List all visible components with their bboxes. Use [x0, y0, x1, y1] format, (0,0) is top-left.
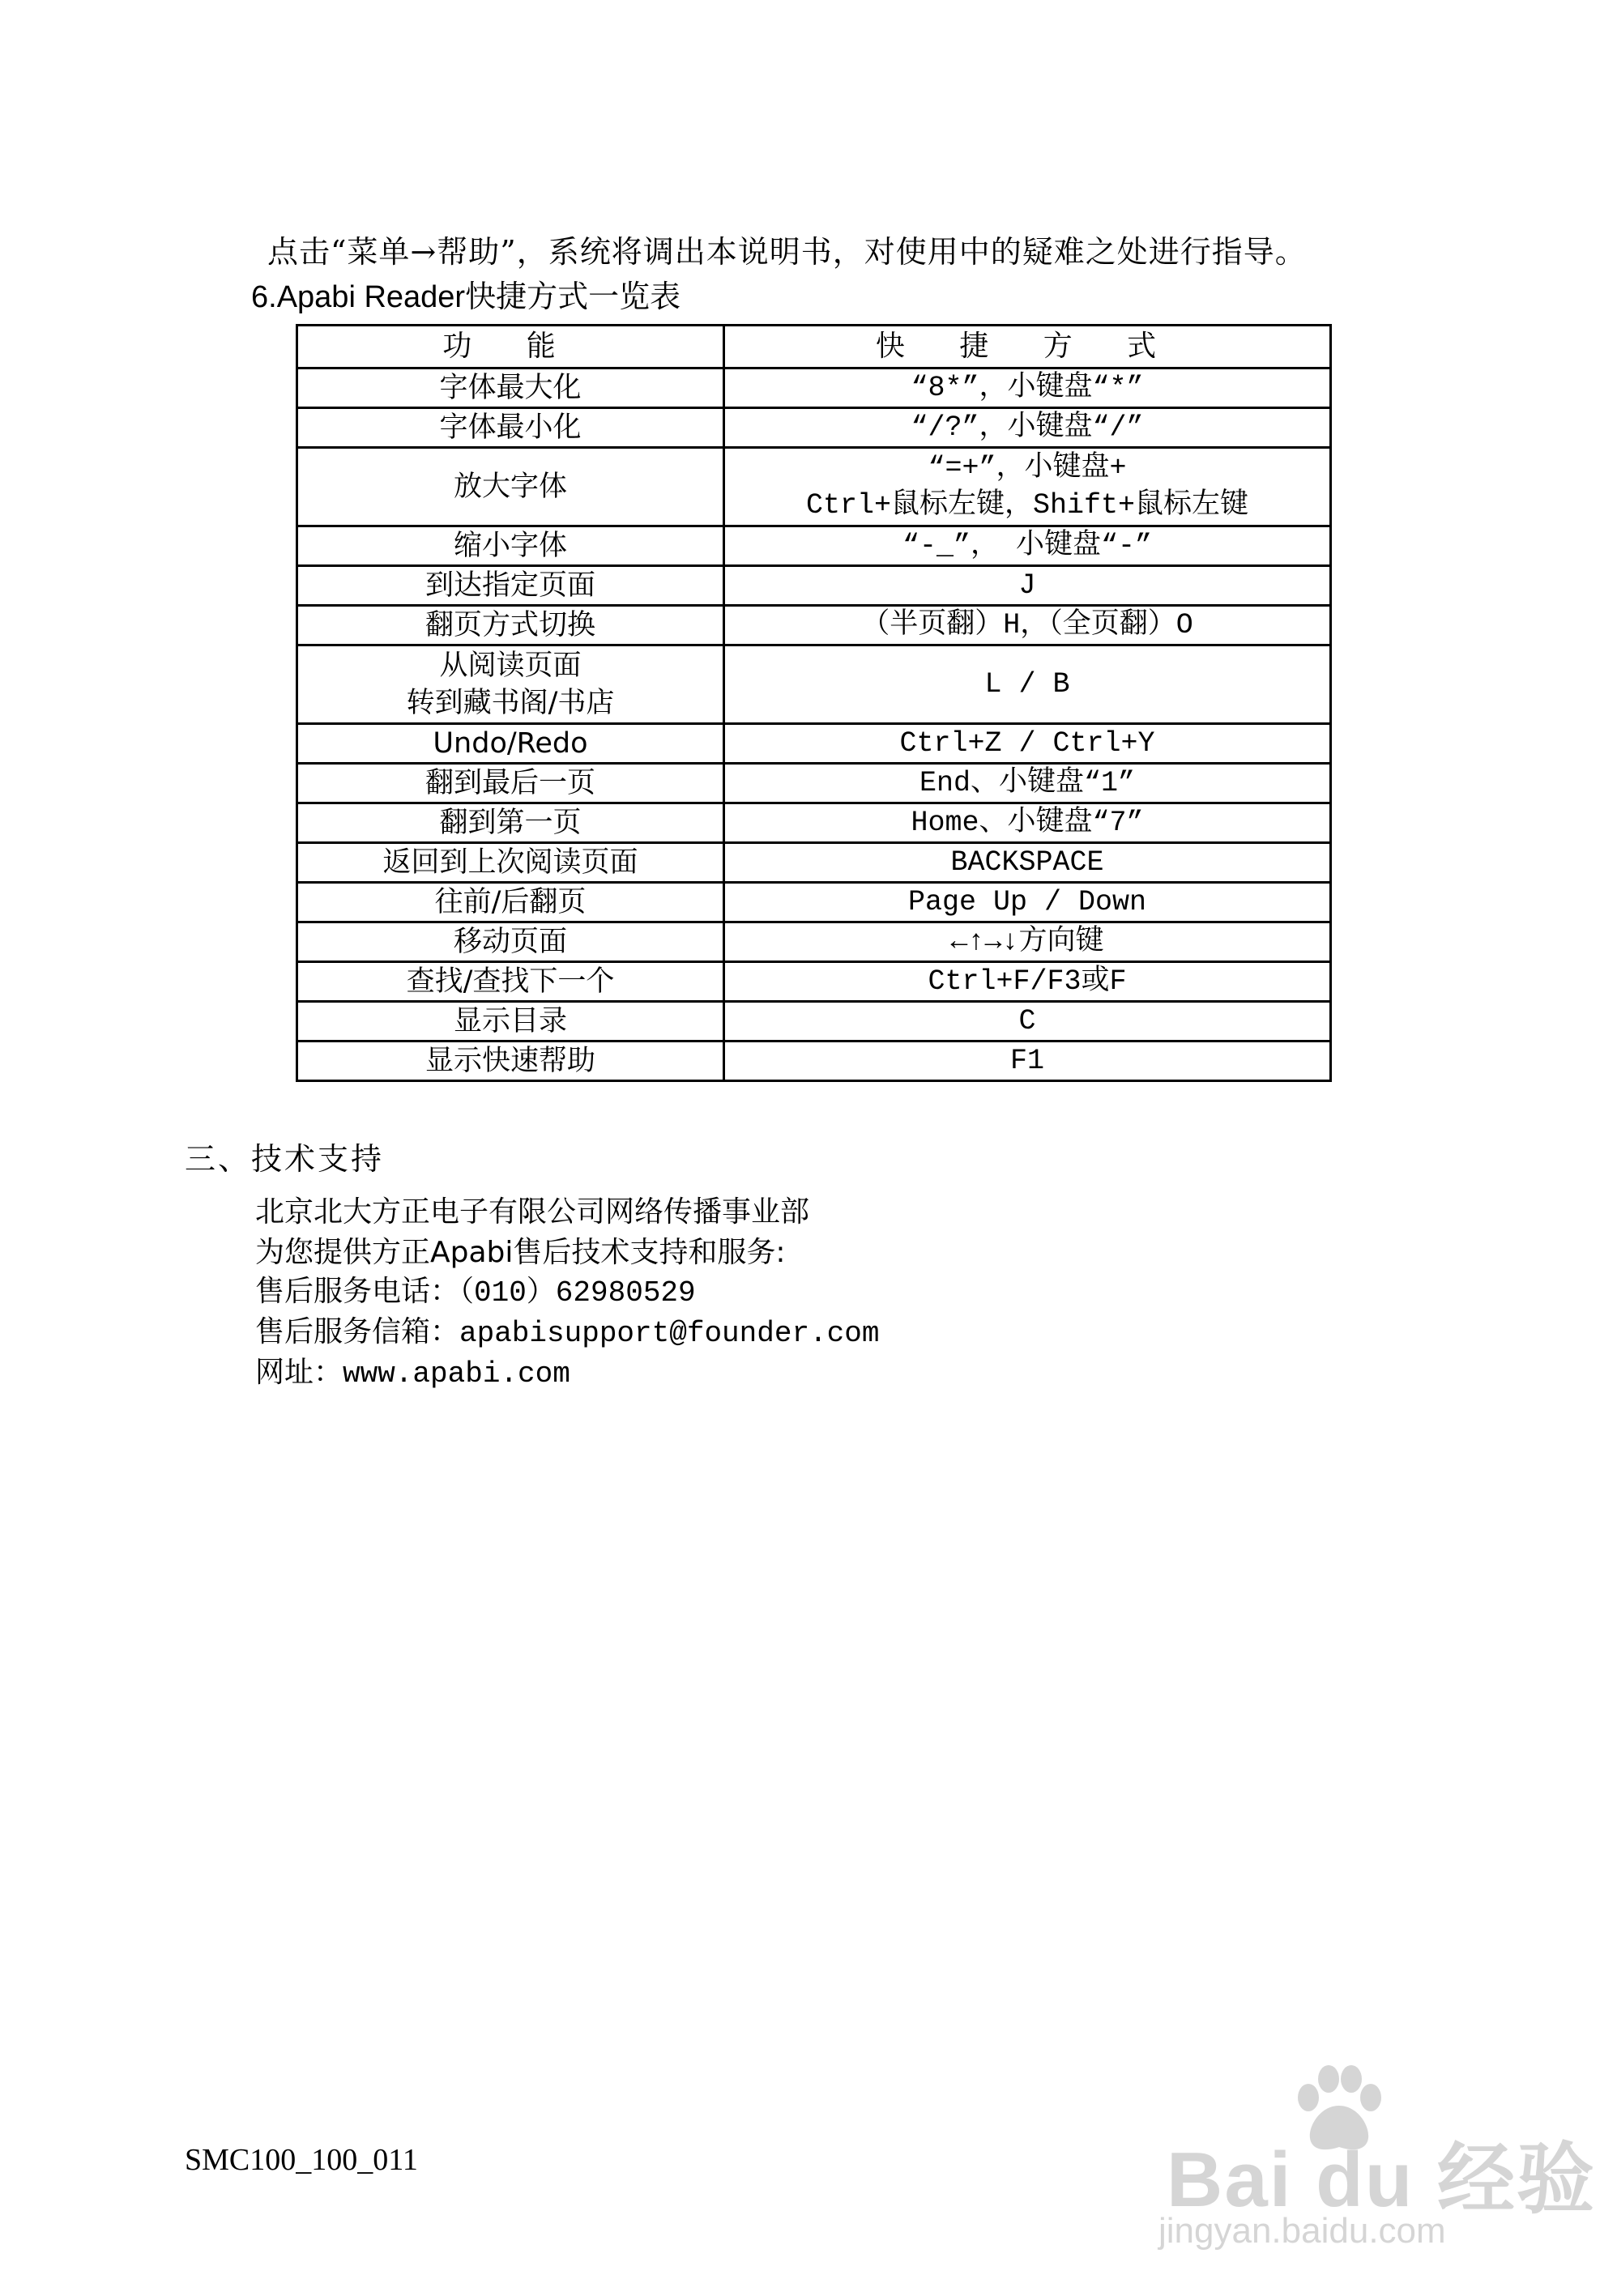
footer-document-code: SMC100_100_011 — [185, 2143, 418, 2177]
table-row — [297, 843, 1331, 883]
table-row — [297, 962, 1331, 1002]
shortcut-cell: Ctrl+F/F3或F — [724, 962, 1331, 1002]
shortcut-table — [296, 324, 1332, 1082]
function-cell: 从阅读页面 转到藏书阁/书店 — [297, 645, 724, 724]
function-cell: 缩小字体 — [297, 526, 724, 566]
intro-paragraph: 点击“菜单→帮助”，系统将调出本说明书，对使用中的疑难之处进行指导。 — [267, 234, 1307, 270]
table-row — [297, 606, 1331, 645]
shortcut-cell: “-_”， 小键盘“-” — [724, 526, 1331, 566]
table-row — [297, 724, 1331, 764]
support-info — [255, 1192, 880, 1395]
shortcut-cell: F1 — [724, 1042, 1331, 1081]
service-line: 为您提供方正Apabi售后技术支持和服务: — [255, 1236, 786, 1269]
function-cell: 显示目录 — [297, 1002, 724, 1042]
function-cell: 放大字体 — [297, 448, 724, 526]
table-row — [297, 883, 1331, 922]
shortcut-cell: Ctrl+Z / Ctrl+Y — [724, 724, 1331, 764]
table-row — [297, 645, 1331, 724]
shortcut-cell: End、小键盘“1” — [724, 764, 1331, 803]
table-row — [297, 803, 1331, 843]
function-cell: 翻到第一页 — [297, 803, 724, 843]
header-function: 功 能 — [297, 326, 724, 368]
shortcut-cell: “/?”，小键盘“/” — [724, 408, 1331, 448]
header-shortcut: 快 捷 方 式 — [724, 326, 1331, 368]
support-website: 网址：www.apabi.com — [255, 1357, 570, 1391]
table-row — [297, 368, 1331, 408]
shortcut-cell: Page Up / Down — [724, 883, 1331, 922]
shortcut-cell: （半页翻）H，（全页翻）O — [724, 606, 1331, 645]
shortcut-cell: C — [724, 1002, 1331, 1042]
function-cell: 字体最大化 — [297, 368, 724, 408]
watermark-brand: Bai du 经验 — [1167, 2136, 1597, 2223]
function-cell: 显示快速帮助 — [297, 1042, 724, 1081]
section-heading: 三、技术支持 — [185, 1141, 385, 1177]
function-cell: 翻页方式切换 — [297, 606, 724, 645]
function-cell: 移动页面 — [297, 922, 724, 962]
function-cell: 到达指定页面 — [297, 566, 724, 606]
function-cell: 返回到上次阅读页面 — [297, 843, 724, 883]
shortcut-cell: BACKSPACE — [724, 843, 1331, 883]
function-cell: 查找/查找下一个 — [297, 962, 724, 1002]
shortcut-cell: “=+”，小键盘+ Ctrl+鼠标左键，Shift+鼠标左键 — [724, 448, 1331, 526]
support-email: 售后服务信箱：apabisupport@founder.com — [255, 1317, 880, 1350]
company-name: 北京北大方正电子有限公司网络传播事业部 — [255, 1195, 810, 1229]
shortcut-cell: Home、小键盘“7” — [724, 803, 1331, 843]
function-cell: 往前/后翻页 — [297, 883, 724, 922]
table-row — [297, 1042, 1331, 1081]
function-cell: Undo/Redo — [297, 724, 724, 764]
table-row — [297, 526, 1331, 566]
watermark-url: jingyan.baidu.com — [1158, 2211, 1446, 2251]
table-row — [297, 922, 1331, 962]
table-header-row — [297, 326, 1331, 368]
table-row — [297, 408, 1331, 448]
table-row — [297, 764, 1331, 803]
table-row — [297, 1002, 1331, 1042]
shortcut-cell: ←↑→↓方向键 — [724, 922, 1331, 962]
function-cell: 字体最小化 — [297, 408, 724, 448]
support-phone: 售后服务电话：（010）62980529 — [255, 1276, 696, 1310]
shortcut-cell: J — [724, 566, 1331, 606]
shortcut-cell: “8*”，小键盘“*” — [724, 368, 1331, 408]
table-row — [297, 448, 1331, 526]
baidu-watermark — [1142, 2061, 1597, 2256]
table-row — [297, 566, 1331, 606]
function-cell: 翻到最后一页 — [297, 764, 724, 803]
table-title: 6.Apabi Reader快捷方式一览表 — [251, 280, 681, 314]
shortcut-cell: L / B — [724, 645, 1331, 724]
